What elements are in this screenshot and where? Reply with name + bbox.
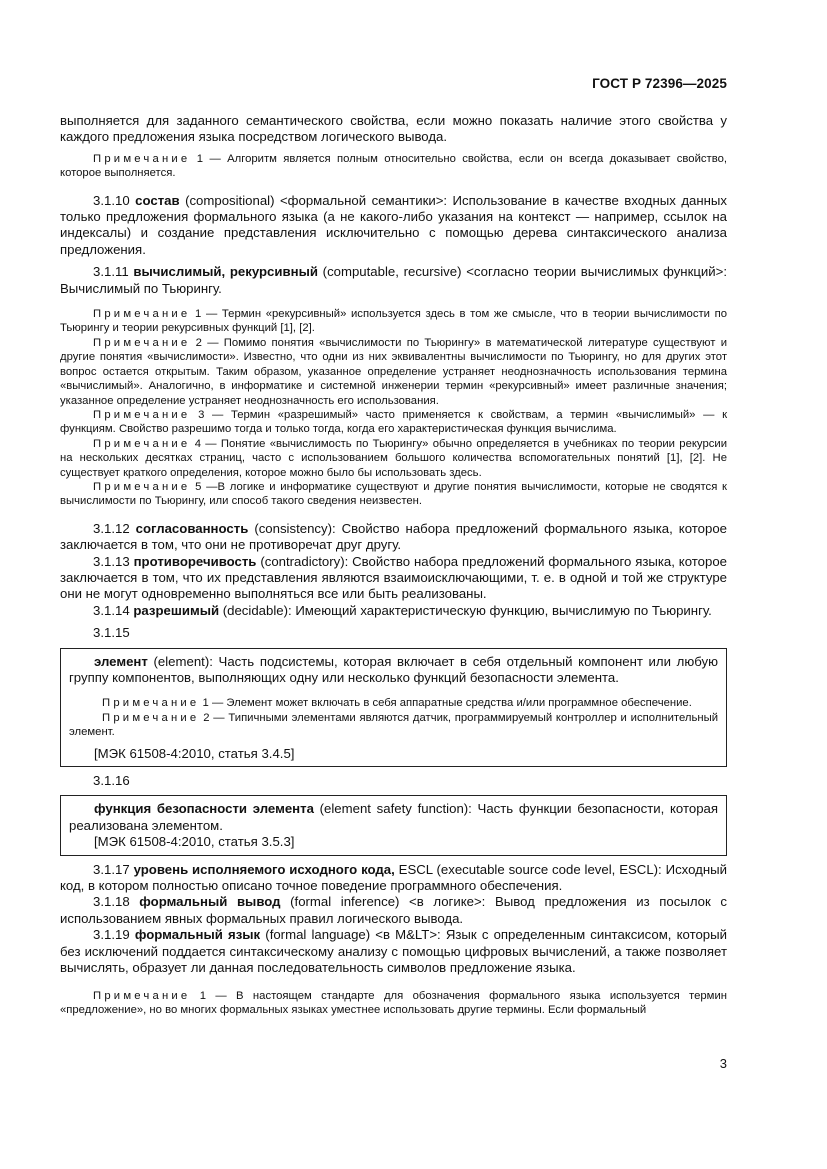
- note-text: 4 — Понятие «вычислимость по Тьюрингу» обычно определяется в учебниках по теории рекурсии на нескольких десятках страниц, часто с использованием большого количества вспомогательных понятий [1], [2]. Не существует краткого определения, которое можно было бы использовать здесь.: [60, 437, 727, 479]
- note-text: 1 — Термин «рекурсивный» используется здесь в том же смысле, что в теории вычислимости по Тьюрингу и теории рекурсивных функций [1], [2].: [60, 308, 728, 335]
- term-number-3-1-16: 3.1.16: [93, 773, 130, 789]
- note-label: Примечание: [102, 711, 200, 724]
- term-box-3-1-16: [60, 795, 727, 855]
- term-box-3-1-15: [60, 648, 727, 767]
- intro-paragraph: выполняется для заданного семантического свойства, если можно показать наличие этого свойства у каждого предложения языка посредством логического вывода.: [60, 113, 727, 145]
- note-3-1-11-2: [60, 336, 727, 408]
- page-content: [60, 113, 727, 1017]
- note-label: Примечание: [102, 697, 200, 710]
- term-3-1-10: [60, 193, 727, 259]
- page-number: 3: [719, 1056, 727, 1071]
- source-reference: [МЭК 61508-4:2010, статья 3.4.5]: [94, 745, 295, 761]
- note-text: 1 — Алгоритм является полным относительно свойства, если он всегда доказывает свойство, которое выполняется.: [60, 152, 727, 180]
- term-3-1-12: [60, 521, 727, 554]
- note-label: Примечание: [93, 336, 191, 349]
- term-definition: (consistency): Свойство набора предложений формального языка, которое заключается в том, что они не противоречат друг другу.: [60, 520, 727, 553]
- term-number: 3.1.13: [93, 553, 130, 569]
- term-definition: ESCL (executable source code level, ESCL): Исходный код, в котором полностью описано точное поведение программного обеспечения.: [60, 861, 727, 894]
- note-3-1-15-2: [69, 711, 718, 740]
- term-title: элемент: [94, 653, 148, 669]
- note-3-1-19-1: [60, 989, 727, 1018]
- term-definition: (contradictory): Свойство набора предложений формального языка, которое заключается в том, что их представления являются взаимоисключающими, т. е. в одной и той же структуре они не могут одновременно выполняться все или быть реализованы.: [60, 553, 728, 602]
- note-label: Примечание: [93, 989, 191, 1002]
- term-title: разрешимый: [133, 602, 220, 618]
- note-label: Примечание: [93, 152, 191, 165]
- note-label: Примечание: [93, 308, 191, 321]
- note-text: 2 — Помимо понятия «вычислимости по Тьюрингу» в математической литературе существуют и другие понятия «вычислимости». Известно, что одни из них эквивалентны вычислимости по Тьюрингу, но для других этот вопрос остается открытым. Таким образом, указанное определение устраняет неоднозначность использования термина «вычислимый». Аналогично, в информатике и системной инженерии термин «рекурсивный» имеет различные значения; указанное определение устраняет неоднозначность его использования.: [60, 336, 727, 407]
- note-3-1-15-1: [69, 696, 718, 710]
- term-3-1-13: [60, 554, 727, 603]
- term-title: вычислимый, рекурсивный: [133, 264, 318, 280]
- note-label: Примечание: [93, 408, 191, 421]
- term-definition: (element): Часть подсистемы, которая включает в себя отдельный компонент или любую группу компонентов, выполняющих одну или несколько функций безопасности элемента.: [69, 653, 718, 685]
- term-definition: (formal language) <в M&LT>: Язык с определенным синтаксисом, который без исключений поддается синтаксическому анализу с помощью цифровых вычислений, а также позволяет вычислять, образует ли данная последовательность символов предложение языка.: [60, 927, 727, 976]
- term-number: 3.1.11: [93, 264, 129, 280]
- note-text: 1 — Элемент может включать в себя аппаратные средства и/или программное обеспечение.: [202, 697, 692, 710]
- note-text: 2 — Типичными элементами являются датчик, программируемый контроллер и исполнительный элемент.: [69, 711, 719, 739]
- document-id: ГОСТ Р 72396—2025: [592, 76, 727, 91]
- term-3-1-16: [69, 801, 718, 834]
- note-label: Примечание: [93, 480, 191, 493]
- term-3-1-19: [60, 927, 727, 976]
- term-definition: (formal inference) <в логике>: Вывод предложения из посылок с использованием явных формальных правил логического вывода.: [60, 894, 727, 926]
- note-3-1-11-1: [60, 307, 727, 336]
- intro-note: [60, 152, 727, 181]
- term-number: 3.1.17: [93, 861, 130, 877]
- term-number-3-1-15: 3.1.15: [93, 625, 130, 641]
- note-text: 1 — В настоящем стандарте для обозначения формального языка используется термин «предложение», но во многих формальных языках уместнее использовать другие термины. Если формальный: [60, 989, 727, 1016]
- term-number: 3.1.18: [93, 894, 130, 910]
- note-3-1-11-4: [60, 437, 727, 480]
- term-definition: (element safety function): Часть функции безопасности, которая реализована элементом.: [69, 801, 718, 833]
- note-3-1-11-3: [60, 408, 727, 437]
- term-3-1-11: [60, 264, 727, 297]
- term-definition: (computable, recursive) <согласно теории вычислимых функций>: Вычислимый по Тьюрингу.: [60, 264, 728, 296]
- term-number: 3.1.19: [93, 927, 130, 943]
- note-text: 3 — Термин «разрешимый» часто применяется к свойствам, а термин «вычислимый» — к функциям. Свойство разрешимо тогда и только тогда, когда его характеристическая функция вычислима.: [60, 408, 728, 436]
- term-title: формальный вывод: [139, 894, 281, 910]
- term-number: 3.1.14: [93, 602, 130, 618]
- term-title: уровень исполняемого исходного кода,: [133, 861, 395, 877]
- term-definition: (compositional) <формальной семантики>: Использование в качестве входных данных только предложения формального языка (а не какого-либо указания на контекст — например, ссылок на индексалы) и создание представления исключительно с помощью дерева синтаксического анализа предложения.: [60, 192, 727, 257]
- term-title: состав: [135, 192, 180, 208]
- term-title: согласованность: [135, 520, 249, 536]
- term-title: функция безопасности элемента: [94, 801, 314, 817]
- note-3-1-11-5: [60, 480, 727, 509]
- term-3-1-14: [60, 603, 727, 619]
- term-3-1-18: [60, 894, 727, 927]
- term-number: 3.1.10: [93, 192, 130, 208]
- term-title: формальный язык: [134, 927, 261, 943]
- term-title: противоречивость: [133, 553, 257, 569]
- term-3-1-17: [60, 862, 727, 895]
- note-text: 5 —В логике и информатике существуют и другие понятия вычислимости, которые не сводятся к вычислимости по Тьюрингу, или способ такого сведения неизвестен.: [60, 480, 728, 508]
- note-label: Примечание: [93, 437, 191, 450]
- term-number: 3.1.12: [93, 520, 130, 536]
- term-definition: (decidable): Имеющий характеристическую функцию, вычислимую по Тьюрингу.: [222, 602, 712, 618]
- source-reference: [МЭК 61508-4:2010, статья 3.5.3]: [94, 834, 295, 850]
- term-3-1-15: [69, 654, 718, 687]
